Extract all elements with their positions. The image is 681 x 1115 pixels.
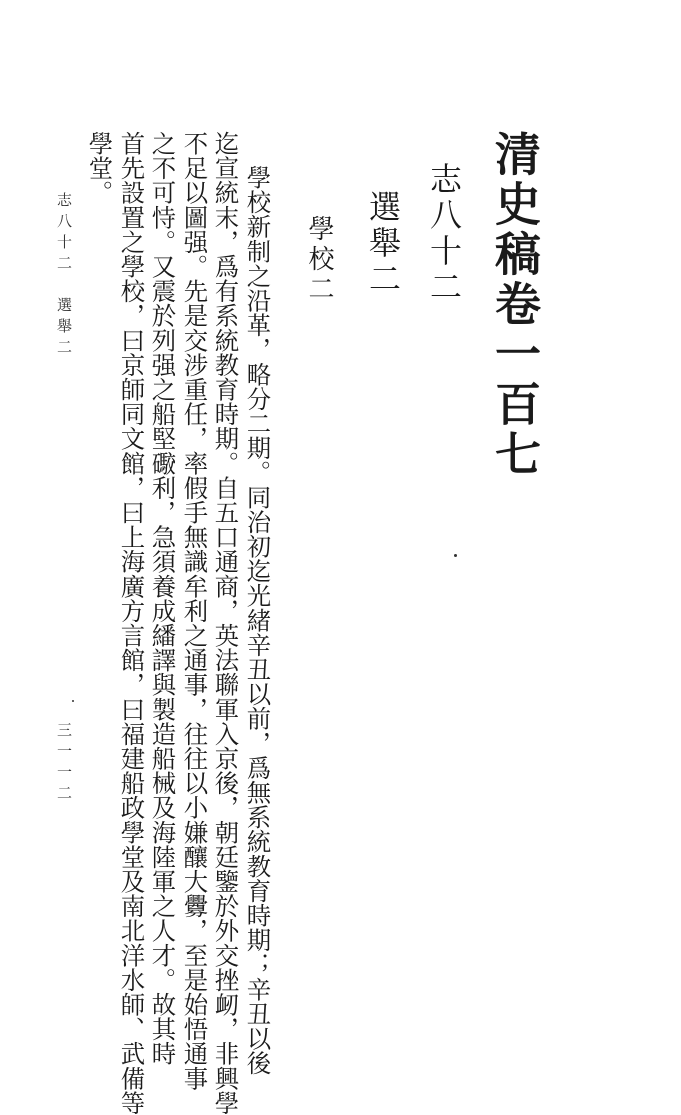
section-heading: 選舉二 [364,190,402,298]
margin-page-number: 三一一二 [55,722,73,806]
body-column-5: 首先設置之學校，曰京師同文館，曰上海廣方言館，曰福建船政學堂及南北洋水師、武備等 [116,131,146,1115]
title: 清史稿卷一百七 [488,130,542,480]
ink-speck [454,554,457,557]
zhi-label: 志八十二 [425,162,463,306]
body-column-4: 之不可恃。又震於列强之船堅礮利，急須養成繙譯與製造船械及海陸軍之人才。故其時 [147,131,177,1066]
body-column-2: 迄宣統末，爲有系統教育時期。自五口通商，英法聯軍入京後，朝廷鑒於外交挫衂，非興學 [210,131,240,1115]
subsection-heading: 學校二 [304,215,334,305]
body-column-1: 學校新制之沿革，略分二期。同治初迄光緒辛丑以前，爲無系統教育時期；辛丑以後 [242,165,272,1076]
body-column-3: 不足以圖强。先是交涉重任，率假手無識牟利之通事，往往以小嫌釀大釁，至是始悟通事 [179,131,209,1091]
ink-speck [72,700,74,702]
margin-chapter-label: 志八十二 選舉二 [55,192,73,360]
body-column-6: 學堂。 [84,131,114,205]
